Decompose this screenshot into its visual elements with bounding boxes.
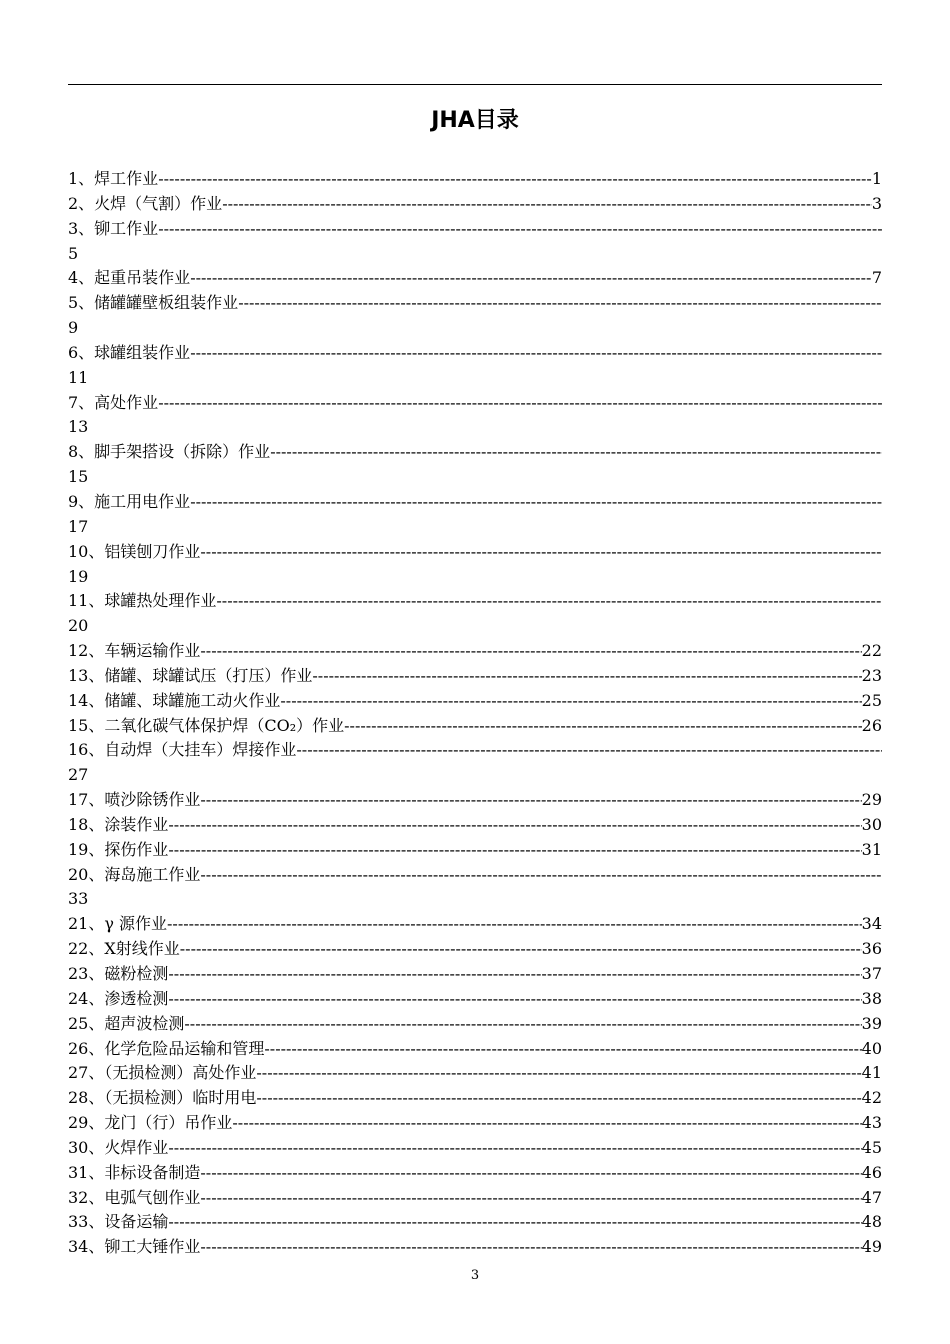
toc-leader xyxy=(168,813,861,838)
toc-entry-label: 27、（无损检测）高处作业 xyxy=(68,1063,257,1083)
toc-entry-page: 38 xyxy=(861,988,882,1008)
toc-leader xyxy=(280,689,861,714)
toc-leader xyxy=(184,1012,861,1037)
toc-entry-page: 7 xyxy=(871,268,882,288)
toc-leader xyxy=(200,863,882,888)
toc-entry-label: 1、焊工作业 xyxy=(68,169,159,188)
toc-entry[interactable] xyxy=(68,540,882,590)
toc-leader xyxy=(180,937,862,962)
toc-entry-page: 17 xyxy=(68,516,89,536)
toc-entry-label: 24、渗透检测 xyxy=(68,988,169,1008)
toc-entry[interactable] xyxy=(68,813,882,838)
toc-entry-page: 26 xyxy=(861,715,882,735)
toc-entry-label: 11、球罐热处理作业 xyxy=(68,591,217,611)
toc-entry-label: 6、球罐组装作业 xyxy=(68,342,191,362)
toc-entry[interactable] xyxy=(68,217,882,267)
toc-leader xyxy=(256,1086,861,1111)
toc-leader xyxy=(200,1186,861,1211)
toc-leader xyxy=(168,1136,861,1161)
toc-entry-label: 16、自动焊（大挂车）焊接作业 xyxy=(68,740,297,760)
toc-leader xyxy=(264,1037,861,1062)
toc-entry[interactable] xyxy=(68,863,882,913)
toc-leader xyxy=(296,738,882,763)
toc-entry-page: 36 xyxy=(861,939,882,959)
toc-entry[interactable] xyxy=(68,192,882,217)
toc-entry[interactable] xyxy=(68,664,882,689)
toc-entry-label: 31、非标设备制造 xyxy=(68,1162,201,1182)
toc-leader xyxy=(167,912,862,937)
toc-entry-page: 15 xyxy=(68,467,89,487)
toc-entry-page: 42 xyxy=(861,1088,882,1108)
toc-entry-page: 1 xyxy=(871,169,882,188)
toc-entry-label: 28、（无损检测）临时用电 xyxy=(68,1088,257,1108)
toc-entry-page: 45 xyxy=(861,1137,882,1157)
toc-entry-label: 32、电弧气刨作业 xyxy=(68,1187,201,1207)
toc-entry[interactable] xyxy=(68,341,882,391)
toc-leader xyxy=(200,639,861,664)
toc-leader xyxy=(190,490,882,515)
toc-entry[interactable] xyxy=(68,490,882,540)
header-rule xyxy=(68,84,882,85)
toc-entry-label: 19、探伤作业 xyxy=(68,839,169,859)
toc-entry[interactable] xyxy=(68,1161,882,1186)
toc-entry-page: 13 xyxy=(68,417,89,437)
toc-entry[interactable] xyxy=(68,167,882,192)
toc-entry[interactable] xyxy=(68,1235,882,1260)
toc-entry-page: 11 xyxy=(68,367,89,387)
table-of-contents xyxy=(68,167,882,1260)
toc-entry-label: 4、起重吊装作业 xyxy=(68,268,191,288)
toc-entry[interactable] xyxy=(68,1111,882,1136)
toc-entry-page: 43 xyxy=(861,1113,882,1133)
toc-leader xyxy=(238,291,882,316)
toc-entry[interactable] xyxy=(68,912,882,937)
toc-entry-label: 29、龙门（行）吊作业 xyxy=(68,1113,233,1133)
toc-entry-page: 5 xyxy=(68,243,79,263)
toc-leader xyxy=(158,391,882,416)
toc-entry[interactable] xyxy=(68,1061,882,1086)
toc-entry-label: 21、γ 源作业 xyxy=(68,914,168,934)
toc-entry-label: 10、铝镁刨刀作业 xyxy=(68,541,201,561)
toc-entry-page: 20 xyxy=(68,616,89,636)
toc-entry-label: 9、施工用电作业 xyxy=(68,491,191,511)
toc-entry-label: 26、化学危险品运输和管理 xyxy=(68,1038,265,1058)
toc-entry-label: 8、脚手架搭设（拆除）作业 xyxy=(68,442,271,462)
toc-leader xyxy=(200,1235,861,1260)
toc-leader xyxy=(200,788,861,813)
toc-entry[interactable] xyxy=(68,838,882,863)
toc-entry-label: 18、涂装作业 xyxy=(68,814,169,834)
toc-entry[interactable] xyxy=(68,689,882,714)
toc-leader xyxy=(158,217,882,242)
toc-leader xyxy=(216,589,882,614)
toc-entry-page: 40 xyxy=(861,1038,882,1058)
toc-leader xyxy=(190,341,882,366)
toc-entry-label: 23、磁粉检测 xyxy=(68,964,169,983)
toc-entry-page: 47 xyxy=(861,1187,882,1207)
toc-entry[interactable] xyxy=(68,1136,882,1161)
toc-entry[interactable] xyxy=(68,266,882,291)
toc-entry-label: 2、火焊（气割）作业 xyxy=(68,193,223,213)
toc-entry-label: 20、海岛施工作业 xyxy=(68,864,201,884)
toc-entry-label: 3、铆工作业 xyxy=(68,218,159,238)
toc-entry[interactable] xyxy=(68,589,882,639)
toc-entry-page: 33 xyxy=(68,889,89,909)
toc-entry[interactable] xyxy=(68,1186,882,1211)
toc-entry-page: 30 xyxy=(861,814,882,834)
toc-entry-page: 29 xyxy=(861,790,882,810)
toc-leader xyxy=(344,714,862,739)
toc-entry-page: 9 xyxy=(68,318,79,338)
toc-entry-page: 19 xyxy=(68,566,89,586)
toc-leader xyxy=(168,987,861,1012)
toc-entry-label: 25、超声波检测 xyxy=(68,1013,185,1033)
toc-entry[interactable] xyxy=(68,1086,882,1111)
toc-entry-page: 31 xyxy=(861,839,882,859)
toc-entry-page: 49 xyxy=(861,1237,882,1257)
toc-entry[interactable] xyxy=(68,391,882,441)
toc-entry-label: 33、设备运输 xyxy=(68,1212,169,1232)
page-number: 3 xyxy=(470,1268,480,1283)
toc-entry[interactable] xyxy=(68,987,882,1012)
toc-entry[interactable] xyxy=(68,1210,882,1235)
toc-leader xyxy=(232,1111,861,1136)
toc-leader xyxy=(168,1210,861,1235)
toc-entry-page: 27 xyxy=(68,765,89,785)
toc-entry-label: 14、储罐、球罐施工动火作业 xyxy=(68,690,281,710)
toc-leader xyxy=(200,1161,861,1186)
toc-leader xyxy=(256,1061,861,1086)
toc-entry-page: 25 xyxy=(861,690,882,710)
toc-entry-page: 34 xyxy=(861,914,882,934)
toc-entry[interactable] xyxy=(68,291,882,341)
toc-entry[interactable] xyxy=(68,962,882,987)
toc-entry[interactable] xyxy=(68,1037,882,1062)
toc-entry-page: 48 xyxy=(861,1212,882,1232)
page-title: JHA目录 xyxy=(431,108,519,133)
toc-leader xyxy=(270,440,882,465)
toc-entry[interactable] xyxy=(68,714,882,739)
toc-entry[interactable] xyxy=(68,639,882,664)
toc-entry-label: 34、铆工大锤作业 xyxy=(68,1237,201,1257)
toc-leader xyxy=(190,266,872,291)
toc-entry-label: 13、储罐、球罐试压（打压）作业 xyxy=(68,665,313,685)
toc-entry[interactable] xyxy=(68,1012,882,1037)
toc-entry-label: 30、火焊作业 xyxy=(68,1137,169,1157)
toc-entry-page: 46 xyxy=(861,1162,882,1182)
toc-entry-label: 17、喷沙除锈作业 xyxy=(68,790,201,810)
toc-entry-page: 39 xyxy=(861,1013,882,1033)
toc-entry[interactable] xyxy=(68,937,882,962)
toc-leader xyxy=(222,192,872,217)
toc-entry-page: 37 xyxy=(861,964,882,983)
toc-entry[interactable] xyxy=(68,440,882,490)
toc-entry-label: 12、车辆运输作业 xyxy=(68,641,201,661)
toc-entry-label: 5、储罐罐壁板组装作业 xyxy=(68,293,239,313)
toc-entry-page: 22 xyxy=(861,641,882,661)
toc-entry-page: 41 xyxy=(861,1063,882,1083)
toc-leader xyxy=(168,838,861,863)
toc-entry[interactable] xyxy=(68,738,882,788)
toc-entry-page: 3 xyxy=(871,193,882,213)
toc-entry[interactable] xyxy=(68,788,882,813)
toc-leader xyxy=(168,962,861,987)
toc-leader xyxy=(312,664,861,689)
toc-entry-page: 23 xyxy=(861,665,882,685)
toc-entry-label: 15、二氧化碳气体保护焊（CO₂）作业 xyxy=(68,715,345,735)
toc-leader xyxy=(200,540,882,565)
toc-leader xyxy=(158,167,872,192)
toc-entry-label: 7、高处作业 xyxy=(68,392,159,412)
toc-entry-label: 22、X射线作业 xyxy=(68,939,180,959)
